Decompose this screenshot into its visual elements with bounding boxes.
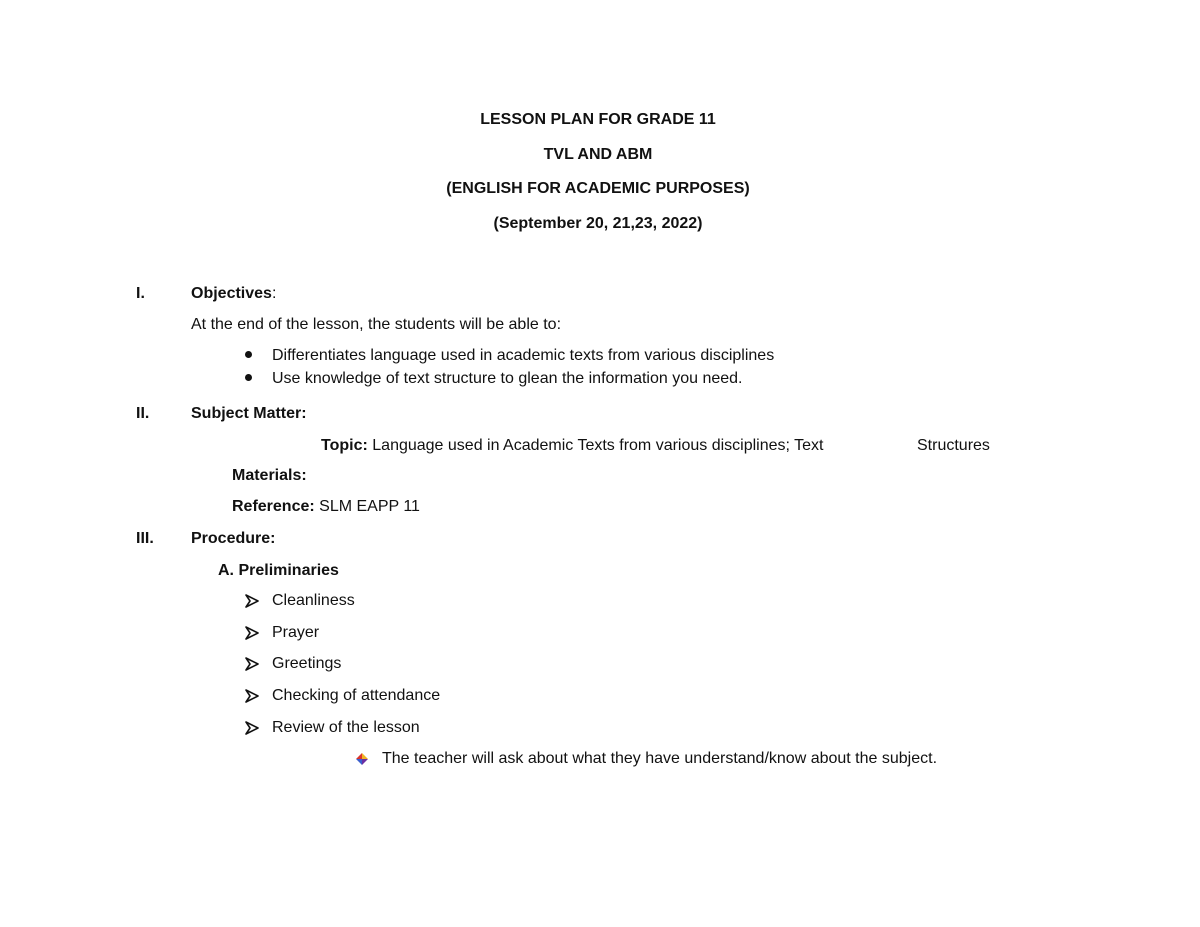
subject-matter-heading: Subject Matter:	[191, 405, 307, 422]
arrow-bullet-icon	[244, 625, 260, 641]
reference-value: SLM EAPP 11	[319, 498, 420, 515]
preliminary-item: Checking of attendance	[272, 687, 441, 704]
section-numeral-3: III.	[136, 530, 154, 547]
title-line-4: (September 20, 21,23, 2022)	[493, 215, 703, 232]
diamond-bullet-icon	[355, 752, 369, 766]
topic-label: Topic:	[321, 437, 368, 454]
procedure-heading: Procedure:	[191, 530, 276, 547]
title-line-3: (ENGLISH FOR ACADEMIC PURPOSES)	[446, 180, 750, 197]
objective-item: Use knowledge of text structure to glean the information you need.	[272, 370, 743, 387]
objectives-colon: :	[271, 285, 277, 302]
objectives-heading-wrap	[191, 284, 276, 304]
title-line-2: TVL AND ABM	[543, 146, 653, 163]
bullet-icon	[245, 374, 252, 381]
reference-line	[232, 497, 420, 517]
title-line-1: LESSON PLAN FOR GRADE 11	[480, 111, 716, 128]
topic-value-tail: Structures	[917, 437, 990, 454]
preliminary-item: Prayer	[272, 624, 320, 641]
section-numeral-1: I.	[136, 285, 145, 302]
reference-label: Reference:	[232, 498, 315, 515]
topic-line	[321, 436, 823, 456]
preliminaries-heading: A. Preliminaries	[218, 562, 339, 579]
bullet-icon	[245, 351, 252, 358]
objectives-heading: Objectives	[191, 285, 272, 302]
preliminary-item: Review of the lesson	[272, 719, 420, 736]
preliminary-item: Cleanliness	[272, 592, 355, 609]
arrow-bullet-icon	[244, 593, 260, 609]
arrow-bullet-icon	[244, 720, 260, 736]
topic-value: Language used in Academic Texts from various disciplines; Text	[372, 437, 824, 454]
preliminary-item: Greetings	[272, 655, 342, 672]
materials-label: Materials:	[232, 467, 307, 484]
arrow-bullet-icon	[244, 656, 260, 672]
objective-item: Differentiates language used in academic texts from various disciplines	[272, 347, 775, 364]
section-numeral-2: II.	[136, 405, 150, 422]
arrow-bullet-icon	[244, 688, 260, 704]
review-sub-item: The teacher will ask about what they have understand/know about the subject.	[382, 750, 938, 767]
objectives-intro: At the end of the lesson, the students will be able to:	[191, 316, 562, 333]
